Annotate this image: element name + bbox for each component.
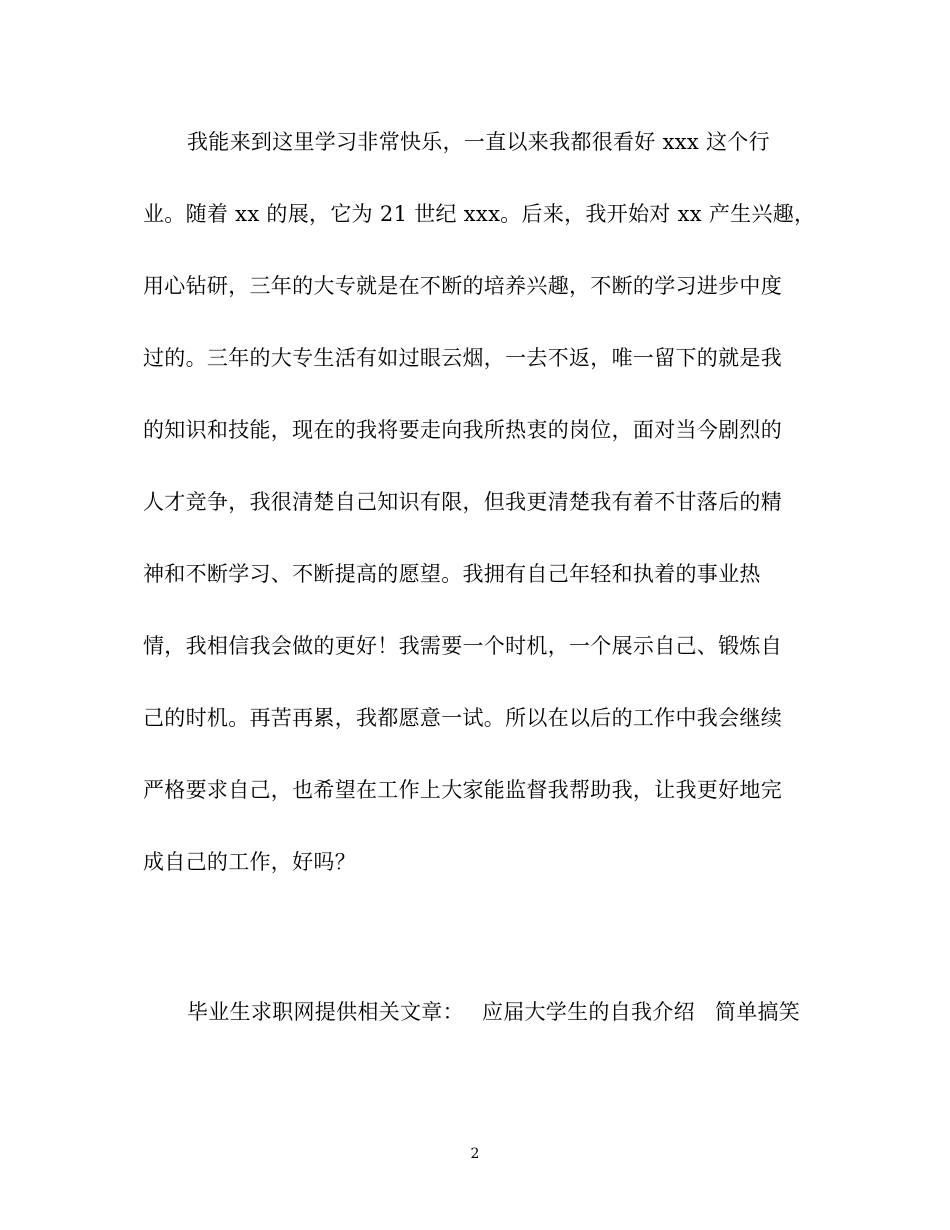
paragraph-line: 过的。三年的大专生活有如过眼云烟，一去不返，唯一留下的就是我 [143,346,782,370]
related-articles-label: 毕业生求职网提供相关文章： [187,1000,464,1024]
page-number: 2 [470,1146,480,1162]
paragraph-line: 神和不断学习、不断提高的愿望。我拥有自己年轻和执着的事业热 [143,562,761,586]
related-articles [187,998,800,1026]
paragraph-line: 己的时机。再苦再累，我都愿意一试。所以在以后的工作中我会继续 [143,706,782,730]
paragraph-line: 严格要求自己，也希望在工作上大家能监督我帮助我，让我更好地完 [143,778,782,802]
paragraph-line: 人才竞争，我很清楚自己知识有限，但我更清楚我有着不甘落后的精 [143,490,782,514]
related-article-link[interactable]: 简单搞笑 [714,1000,801,1024]
paragraph-line: 的知识和技能，现在的我将要走向我所热衷的岗位，面对当今剧烈的 [143,418,782,442]
paragraph-line: 成自己的工作，好吗？ [143,850,356,874]
paragraph-line: 情，我相信我会做的更好！我需要一个时机，一个展示自己、锻炼自 [143,634,782,658]
paragraph-line: 用心钻研，三年的大专就是在不断的培养兴趣，不断的学习进步中度 [143,274,782,298]
paragraph-line: 业。随着 xx 的展，它为 21 世纪 xxx。后来，我开始对 xx 产生兴趣， [143,202,816,226]
paragraph-line: 我能来到这里学习非常快乐，一直以来我都很看好 xxx 这个行 [187,130,770,154]
related-article-link[interactable]: 应届大学生的自我介绍 [481,1000,695,1024]
